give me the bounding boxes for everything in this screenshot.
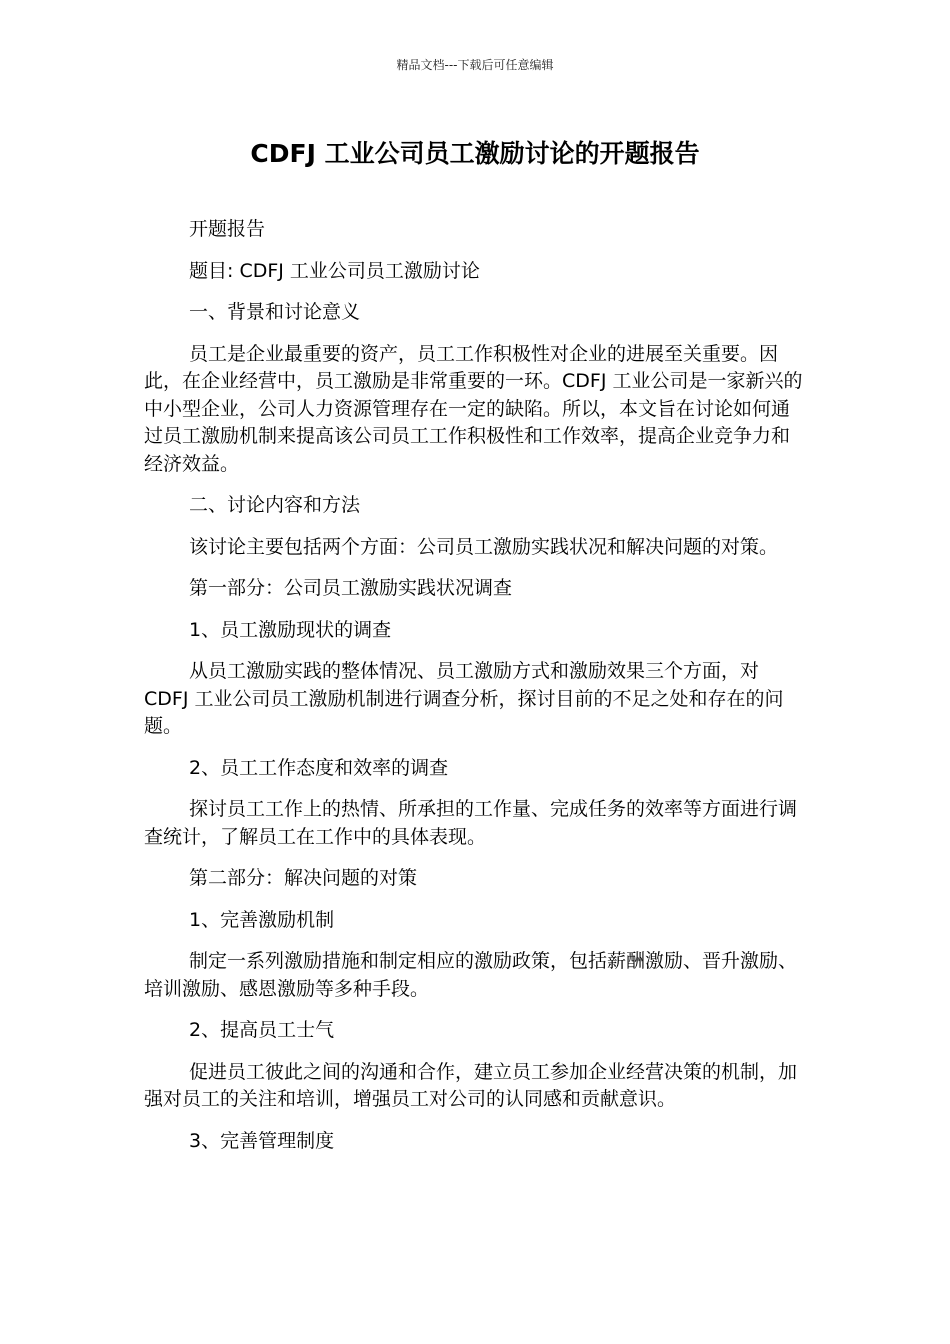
paragraph-improve-mechanism: 制定一系列激励措施和制定相应的激励政策，包括薪酬激励、晋升激励、培训激励、感恩激励等多种手段。 [144,950,798,1000]
paragraph-background: 员工是企业最重要的资产，员工工作积极性对企业的进展至关重要。因此，在企业经营中，员工激励是非常重要的一环。CDFJ 工业公司是一家新兴的中小型企业，公司人力资源管理存在一定的缺陷。所以，本文旨在讨论如何通过员工激励机制来提高该公司员工工作积极性和工作效率，提高企业竞争力和经济效益。 [144,342,803,475]
heading-part-two: 第二部分：解决问题的对策 [189,867,418,889]
page-header-note: 精品文档---下载后可任意编辑 [396,58,554,72]
section-label-report: 开题报告 [189,218,266,240]
subheading-improve-mechanism: 1、完善激励机制 [189,908,335,931]
document-body [144,216,808,1169]
paragraph-incentive-status: 从员工激励实践的整体情况、员工激励方式和激励效果三个方面，对 CDFJ 工业公司员工激励机制进行调查分析，探讨目前的不足之处和存在的问题。 [144,660,784,737]
heading-part-one: 第一部分：公司员工激励实践状况调查 [189,577,513,599]
subheading-incentive-status: 1、员工激励现状的调查 [189,618,392,641]
subheading-management-system: 3、完善管理制度 [189,1129,335,1152]
paragraph-morale: 促进员工彼此之间的沟通和合作，建立员工参加企业经营决策的机制，加强对员工的关注和培训，增强员工对公司的认同感和贡献意识。 [144,1060,798,1110]
subheading-work-attitude: 2、员工工作态度和效率的调查 [189,756,449,779]
subheading-morale: 2、提高员工士气 [189,1019,335,1041]
topic-line: 题目: CDFJ 工业公司员工激励讨论 [189,259,480,282]
heading-background: 一、背景和讨论意义 [189,301,361,323]
document-title: CDFJ 工业公司员工激励讨论的开题报告 [250,139,700,168]
paragraph-work-attitude: 探讨员工工作上的热情、所承担的工作量、完成任务的效率等方面进行调查统计，了解员工在工作中的具体表现。 [144,798,798,848]
heading-content-methods: 二、讨论内容和方法 [189,494,361,516]
paragraph-content-overview: 该讨论主要包括两个方面：公司员工激励实践状况和解决问题的对策。 [189,535,779,558]
